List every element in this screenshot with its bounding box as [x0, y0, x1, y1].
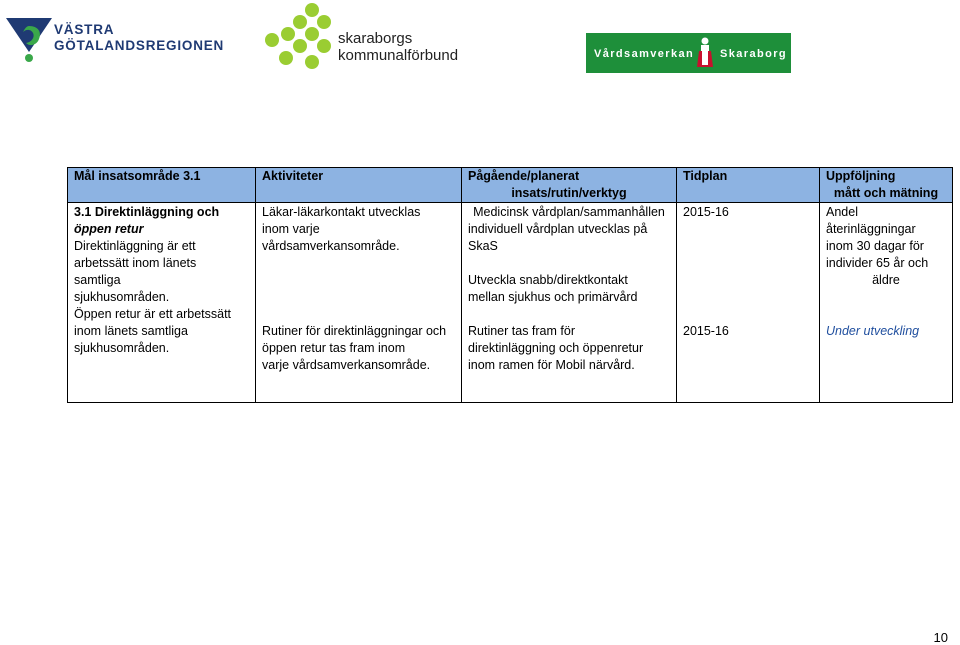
followup-status: Under utveckling: [826, 324, 920, 338]
vardsamverkan-logo: [586, 33, 791, 73]
goal-cell: 3.1 Direktinläggning och öppen retur Direktinläggning är ett arbetssätt inom länets samtliga sjukhusområden. Öppen retur är ett arbetssätt inom länets samtliga sjukhusområden.: [68, 203, 256, 403]
skaraborgs-dots-icon: [262, 2, 336, 74]
followup-cell: Andel återinläggningar inom 30 dagar för individer 65 år och äldre Under utveckling: [820, 203, 953, 403]
skaraborgs-line2: kommunalförbund: [338, 47, 459, 64]
action-plan-table: [67, 167, 953, 403]
vardsamverkan-text: Vårdsamverkan: [594, 48, 695, 60]
table-row: [68, 203, 953, 403]
skaraborgs-wordmark: [338, 30, 458, 64]
page-number: 10: [933, 630, 948, 645]
header-followup: Uppföljning mått och mätning: [820, 168, 953, 203]
activities-cell: Läkar-läkarkontakt utvecklas inom varje vårdsamverkansområde. Rutiner för direktinläggningar och öppen retur tas fram inom varje vårdsamverkansområde.: [256, 203, 462, 403]
skaraborgs-logo: [262, 2, 472, 74]
vgr-line1: VÄSTRA: [54, 22, 115, 37]
skaraborgs-line1: skaraborgs: [338, 30, 413, 47]
header-ongoing-planned: Pågående/planerat insats/rutin/verktyg: [462, 168, 677, 203]
header-timeline: Tidplan: [677, 168, 820, 203]
ongoing-planned-cell: Medicinsk vårdplan/sammanhållen individuell vårdplan utvecklas på SkaS Utveckla snabb/direktkontakt mellan sjukhus och primärvård Rutiner tas fram för direktinläggning och öppenretur inom ramen för Mobil närvård.: [462, 203, 677, 403]
header-activities: Aktiviteter: [256, 168, 462, 203]
vgr-line2: GÖTALANDSREGIONEN: [54, 38, 225, 53]
timeline-cell: 2015-16 2015-16: [677, 203, 820, 403]
vgr-logo: [4, 12, 224, 64]
skaraborg-text: Skaraborg: [720, 48, 788, 60]
vgr-emblem-icon: [4, 12, 54, 64]
goal-title-line2: öppen retur: [74, 222, 144, 236]
table-header-row: [68, 168, 953, 203]
vgr-wordmark: [54, 22, 224, 54]
header-goal: Mål insatsområde 3.1: [68, 168, 256, 203]
goal-title-line1: 3.1 Direktinläggning och: [74, 205, 220, 219]
folk-costume-figure-icon: [696, 37, 714, 69]
